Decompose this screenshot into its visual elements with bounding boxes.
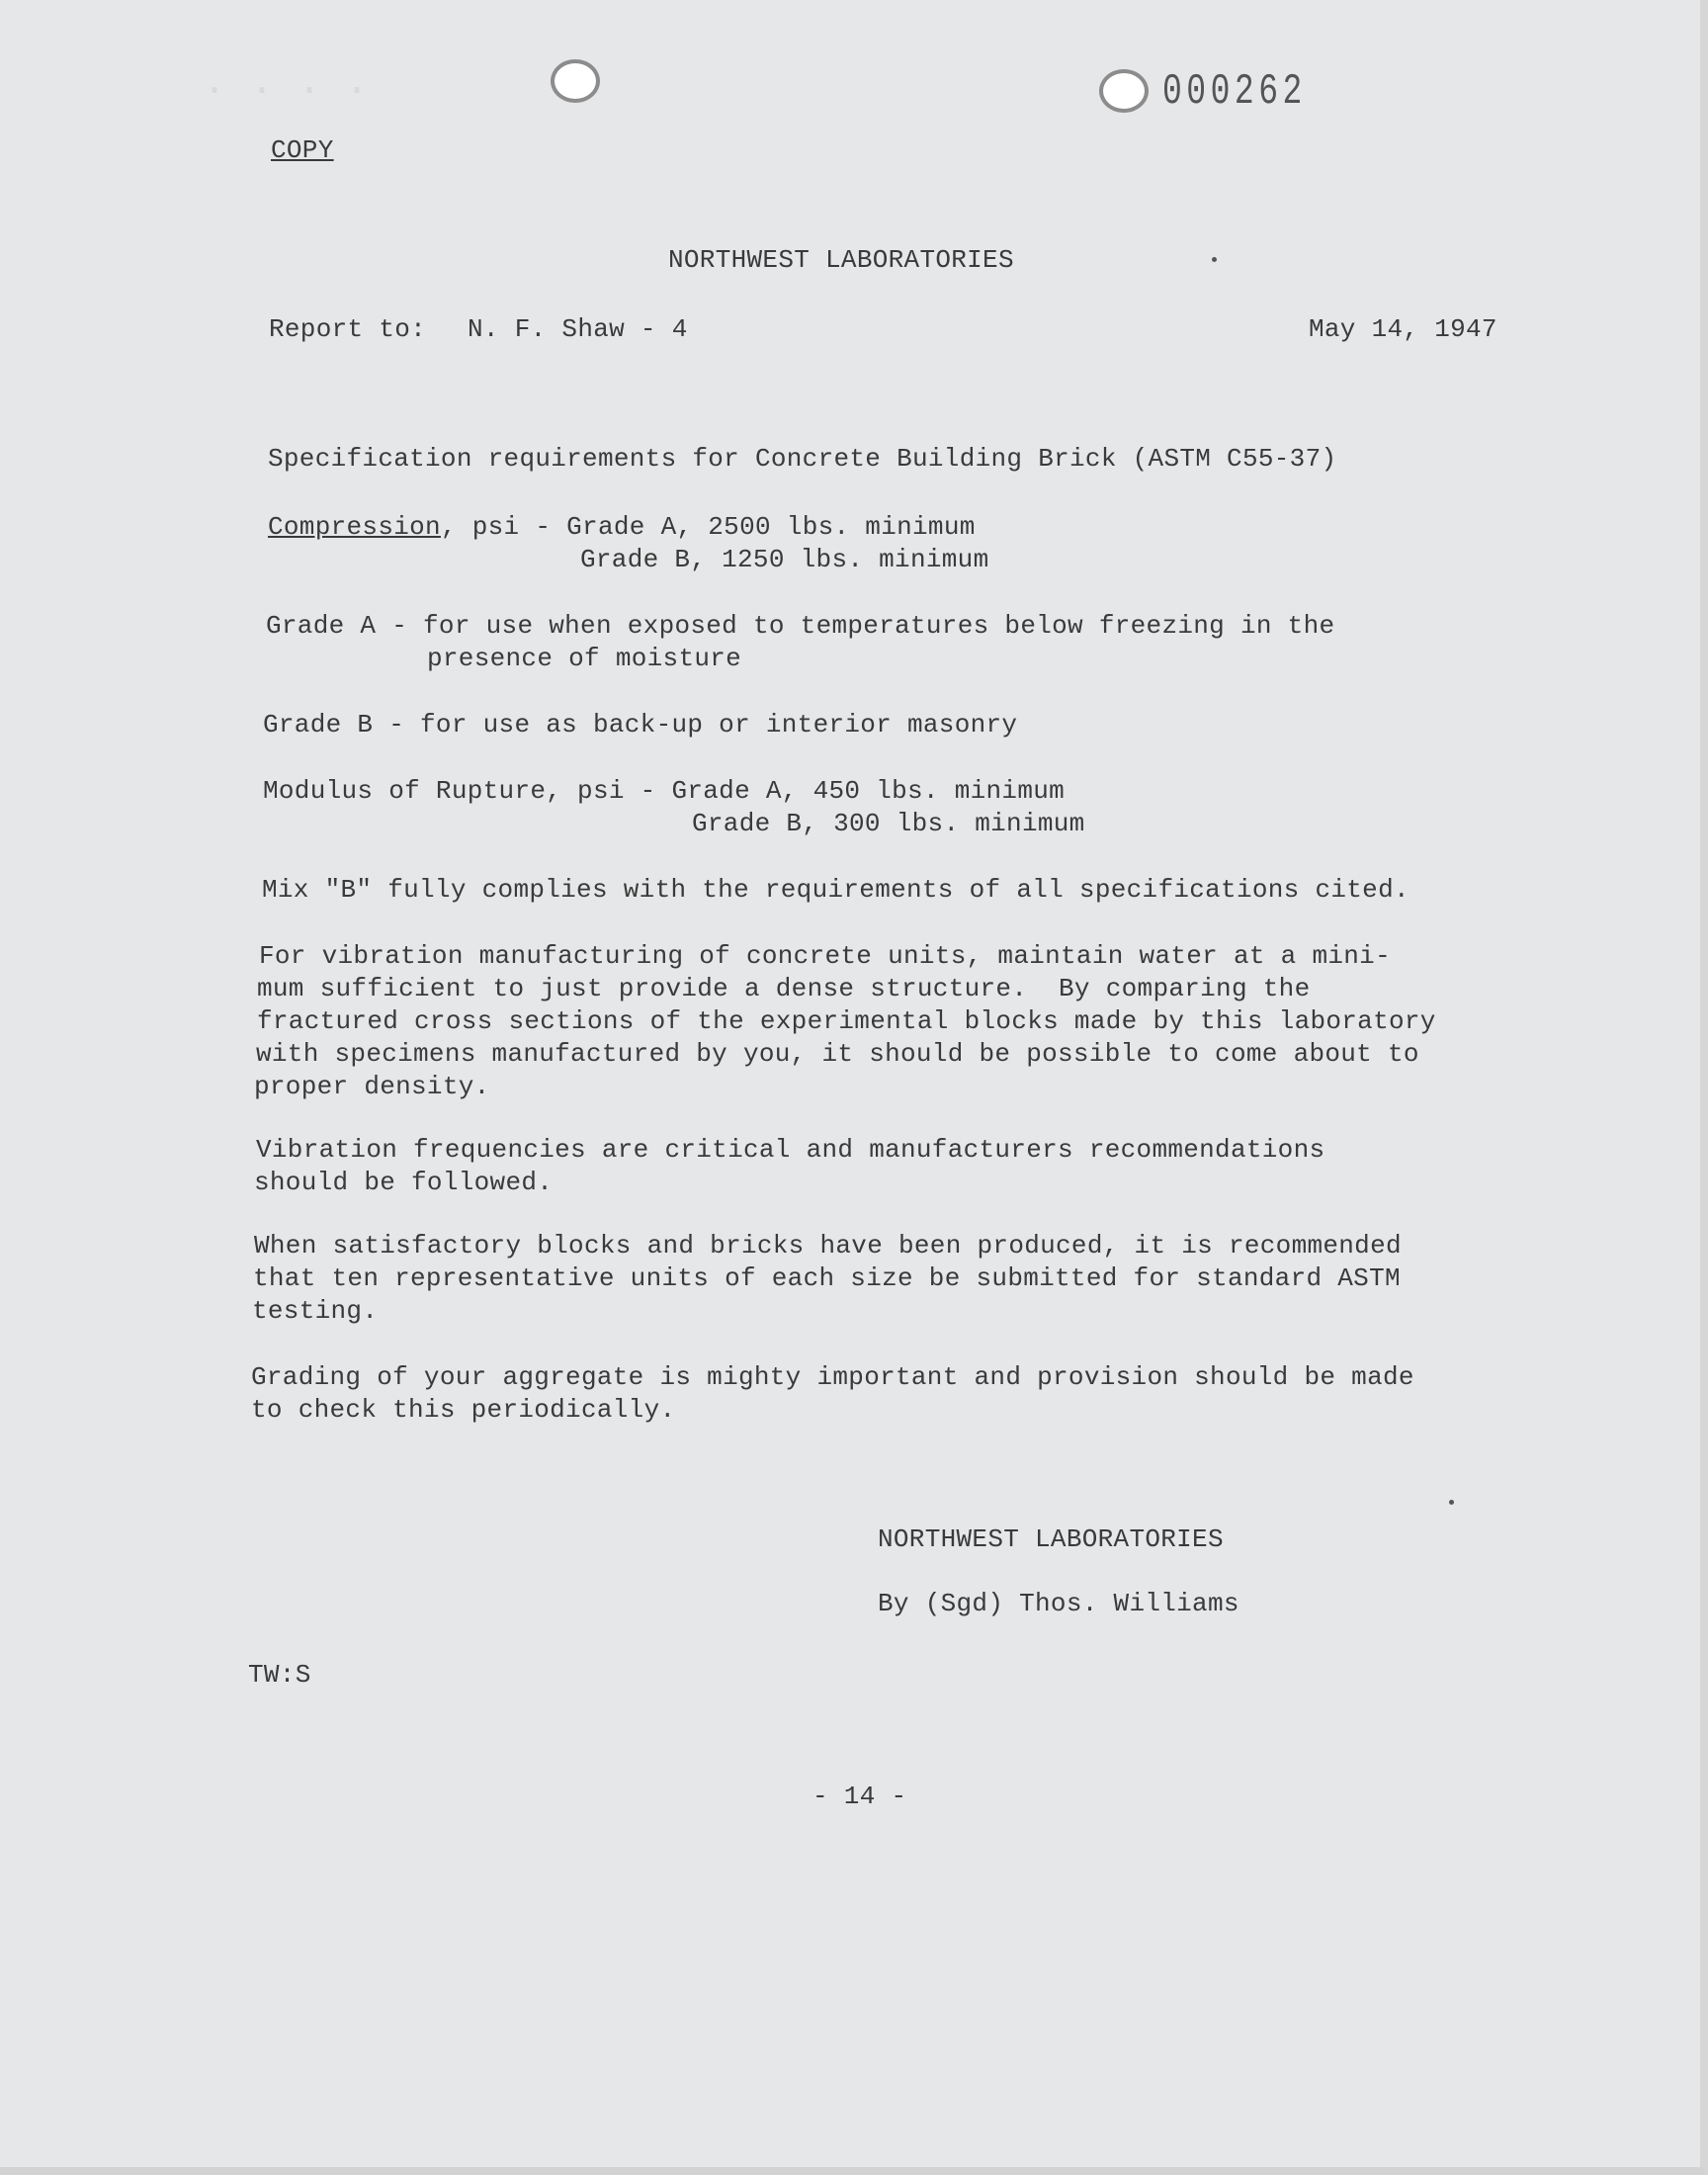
paragraph-line: When satisfactory blocks and bricks have been produced, it is recommended [254,1231,1402,1261]
paragraph-line: Vibration frequencies are critical and manufacturers recommendations [256,1135,1325,1165]
paragraph-line: fractured cross sections of the experimental blocks made by this laboratory [257,1006,1436,1036]
paragraph-line: should be followed. [254,1168,554,1197]
punch-hole-right [1099,69,1149,113]
report-to-name: N. F. Shaw - 4 [468,314,688,344]
signature-org: NORTHWEST LABORATORIES [878,1524,1224,1554]
stray-dot [1449,1500,1454,1505]
page-number: - 14 - [812,1782,907,1811]
compression-label: Compression [268,512,441,542]
grade-a-line-1: Grade A - for use when exposed to temperatures below freezing in the [266,611,1335,641]
paragraph-line: proper density. [254,1072,490,1101]
compression-line-1 [268,511,976,544]
stray-dot [1212,257,1217,262]
rupture-line-1: Modulus of Rupture, psi - Grade A, 450 lbs. minimum [263,776,1066,806]
report-date: May 14, 1947 [1309,314,1497,344]
letterhead: NORTHWEST LABORATORIES [668,245,1014,275]
copy-mark: COPY [271,135,334,165]
paragraph-line: testing. [252,1296,379,1326]
grade-b: Grade B - for use as back-up or interior masonry [263,710,1018,740]
paragraph-line: with specimens manufactured by you, it should be possible to come about to [256,1039,1419,1069]
paragraph-line: mum sufficient to just provide a dense structure. By comparing the [257,974,1311,1003]
paragraph-line: to check this periodically. [251,1395,676,1425]
typist-initials: TW:S [248,1660,311,1690]
compression-grade-a: , psi - Grade A, 2500 lbs. minimum [440,512,976,542]
rupture-line-2: Grade B, 300 lbs. minimum [692,809,1085,838]
report-to-label: Report to: [269,314,427,344]
spec-title: Specification requirements for Concrete Building Brick (ASTM C55-37) [268,444,1337,474]
grade-a-line-2: presence of moisture [427,644,742,673]
signature-signed-by: By (Sgd) Thos. Williams [878,1589,1239,1618]
paragraph-line: Grading of your aggregate is mighty important and provision should be made [251,1362,1414,1392]
bleed-through-mark: . . . . [203,61,370,106]
compression-line-2: Grade B, 1250 lbs. minimum [580,545,989,574]
paragraph-line: that ten representative units of each size be submitted for standard ASTM [253,1263,1401,1293]
stamp-number: 000262 [1162,67,1307,117]
paragraph-line: For vibration manufacturing of concrete units, maintain water at a mini- [259,941,1391,971]
punch-hole-left [551,59,600,103]
mix-b-statement: Mix "B" fully complies with the requirements of all specifications cited. [262,875,1409,905]
